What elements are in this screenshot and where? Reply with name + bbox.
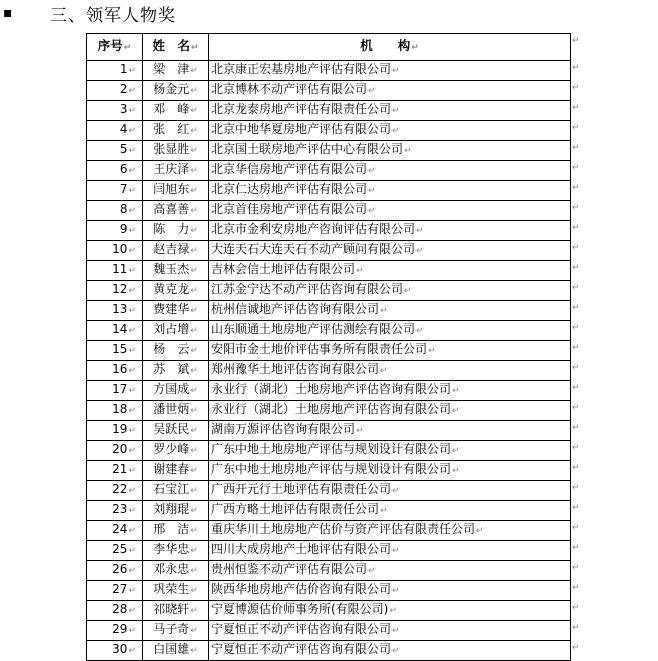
paragraph-mark: ↵ — [190, 626, 198, 636]
person-name: 潘世炳↵ — [143, 401, 209, 421]
row-number: 30↵ — [87, 641, 143, 661]
row-end-mark: ↵ — [572, 35, 580, 46]
organization-name: 湖南万源评估咨询有限公司↵ — [209, 421, 571, 441]
table-header-row — [87, 34, 571, 61]
paragraph-mark: ↵ — [128, 406, 136, 416]
paragraph-mark: ↵ — [128, 486, 136, 496]
person-name: 黄克龙↵ — [143, 281, 209, 301]
row-end-mark: ↵ — [572, 562, 580, 573]
paragraph-mark: ↵ — [190, 546, 198, 556]
organization-name: 北京市金利安房地产咨询评估有限公司↵ — [209, 221, 571, 241]
paragraph-mark: ↵ — [392, 586, 400, 596]
paragraph-mark: ↵ — [128, 186, 136, 196]
row-number: 20↵ — [87, 441, 143, 461]
person-name: 白国雄↵ — [143, 641, 209, 661]
row-end-mark: ↵ — [572, 462, 580, 473]
header-name: 姓 名↵ — [143, 34, 209, 61]
organization-name: 北京首佳房地产评估有限公司↵ — [209, 201, 571, 221]
paragraph-mark: ↵ — [476, 526, 484, 536]
person-name: 王庆泽↵ — [143, 161, 209, 181]
paragraph-mark: ↵ — [190, 306, 198, 316]
table-row — [87, 521, 571, 541]
row-end-mark: ↵ — [572, 122, 580, 133]
organization-name: 广西方略土地评估有限责任公司↵ — [209, 501, 571, 521]
paragraph-mark: ↵ — [380, 506, 388, 516]
table-row — [87, 441, 571, 461]
person-name: 苏 斌↵ — [143, 361, 209, 381]
paragraph-mark: ↵ — [392, 106, 400, 116]
person-name: 刘占增↵ — [143, 321, 209, 341]
paragraph-mark: ↵ — [190, 406, 198, 416]
paragraph-mark: ↵ — [452, 446, 460, 456]
person-name: 邓 峰↵ — [143, 101, 209, 121]
header-org: 机 构↵ — [209, 34, 571, 61]
organization-name: 郑州豫华土地评估咨询有限公司↵ — [209, 361, 571, 381]
row-number: 22↵ — [87, 481, 143, 501]
paragraph-mark: ↵ — [190, 426, 198, 436]
paragraph-mark: ↵ — [428, 346, 436, 356]
row-number: 25↵ — [87, 541, 143, 561]
paragraph-mark: ↵ — [128, 166, 136, 176]
paragraph-mark: ↵ — [404, 146, 412, 156]
paragraph-mark: ↵ — [128, 546, 136, 556]
person-name: 张 红↵ — [143, 121, 209, 141]
person-name: 邓永忠↵ — [143, 561, 209, 581]
organization-name: 北京仁达房地产评估有限公司↵ — [209, 181, 571, 201]
table-row — [87, 401, 571, 421]
row-number: 13↵ — [87, 301, 143, 321]
table-row — [87, 321, 571, 341]
organization-name: 大连天石大连天石不动产顾问有限公司↵ — [209, 241, 571, 261]
table-body — [87, 61, 571, 661]
table-row — [87, 241, 571, 261]
row-end-mark: ↵ — [572, 442, 580, 453]
paragraph-mark: ↵ — [128, 466, 136, 476]
table-row — [87, 181, 571, 201]
paragraph-mark: ↵ — [190, 266, 198, 276]
organization-name: 四川大成房地产土地评估有限公司↵ — [209, 541, 571, 561]
row-end-mark: ↵ — [572, 142, 580, 153]
table-row — [87, 201, 571, 221]
row-number: 8↵ — [87, 201, 143, 221]
row-number: 7↵ — [87, 181, 143, 201]
row-number: 16↵ — [87, 361, 143, 381]
person-name: 谢建春↵ — [143, 461, 209, 481]
award-table — [86, 33, 571, 661]
person-name: 杨 云↵ — [143, 341, 209, 361]
paragraph-mark: ↵ — [128, 346, 136, 356]
row-number: 17↵ — [87, 381, 143, 401]
person-name: 巩荣生↵ — [143, 581, 209, 601]
paragraph-mark: ↵ — [368, 86, 376, 96]
row-number: 9↵ — [87, 221, 143, 241]
paragraph-mark: ↵ — [416, 246, 424, 256]
organization-name: 北京国土联房地产评估中心有限公司↵ — [209, 141, 571, 161]
row-number: 28↵ — [87, 601, 143, 621]
table-row — [87, 561, 571, 581]
row-end-mark: ↵ — [572, 222, 580, 233]
table-row — [87, 121, 571, 141]
table-row — [87, 381, 571, 401]
row-end-mark: ↵ — [572, 482, 580, 493]
table-row — [87, 161, 571, 181]
organization-name: 山东顺通土地房地产评估测绘有限公司↵ — [209, 321, 571, 341]
row-end-mark: ↵ — [572, 362, 580, 373]
organization-name: 陕西华地房地产估价咨询有限公司↵ — [209, 581, 571, 601]
paragraph-mark: ↵ — [392, 646, 400, 656]
table-row — [87, 301, 571, 321]
paragraph-mark: ↵ — [190, 326, 198, 336]
person-name: 费建华↵ — [143, 301, 209, 321]
paragraph-mark: ↵ — [128, 306, 136, 316]
paragraph-mark: ↵ — [190, 586, 198, 596]
person-name: 邢 洁↵ — [143, 521, 209, 541]
row-number: 29↵ — [87, 621, 143, 641]
paragraph-mark: ↵ — [452, 406, 460, 416]
person-name: 刘翔琨↵ — [143, 501, 209, 521]
paragraph-mark: ↵ — [128, 446, 136, 456]
row-end-mark: ↵ — [572, 542, 580, 553]
section-title: 三、领军人物奖 — [50, 6, 176, 26]
row-number: 4↵ — [87, 121, 143, 141]
row-end-mark: ↵ — [572, 402, 580, 413]
row-end-mark: ↵ — [572, 182, 580, 193]
row-end-mark: ↵ — [572, 422, 580, 433]
person-name: 陈 力↵ — [143, 221, 209, 241]
row-number: 21↵ — [87, 461, 143, 481]
paragraph-mark: ↵ — [190, 86, 198, 96]
person-name: 梁 津↵ — [143, 61, 209, 81]
organization-name: 北京中地华夏房地产评估有限公司↵ — [209, 121, 571, 141]
paragraph-mark: ↵ — [128, 206, 136, 216]
row-number: 14↵ — [87, 321, 143, 341]
paragraph-mark: ↵ — [190, 386, 198, 396]
paragraph-mark: ↵ — [380, 306, 388, 316]
paragraph-mark: ↵ — [128, 246, 136, 256]
person-name: 方国成↵ — [143, 381, 209, 401]
paragraph-mark: ↵ — [190, 226, 198, 236]
row-number: 6↵ — [87, 161, 143, 181]
paragraph-mark: ↵ — [368, 566, 376, 576]
paragraph-mark: ↵ — [128, 226, 136, 236]
table-row — [87, 361, 571, 381]
paragraph-mark: ↵ — [392, 66, 400, 76]
table-row — [87, 581, 571, 601]
person-name: 赵吉禄↵ — [143, 241, 209, 261]
organization-name: 吉林会信土地评估有限公司↵ — [209, 261, 571, 281]
row-end-mark: ↵ — [572, 302, 580, 313]
paragraph-mark: ↵ — [392, 486, 400, 496]
organization-name: 广东中地土地房地产评估与规划设计有限公司↵ — [209, 441, 571, 461]
paragraph-mark: ↵ — [404, 286, 412, 296]
row-number: 15↵ — [87, 341, 143, 361]
row-end-mark: ↵ — [572, 622, 580, 633]
row-end-mark: ↵ — [572, 382, 580, 393]
table-row — [87, 641, 571, 661]
paragraph-mark: ↵ — [190, 66, 198, 76]
header-no: 序号↵ — [87, 34, 143, 61]
person-name: 石宝江↵ — [143, 481, 209, 501]
row-number: 5↵ — [87, 141, 143, 161]
person-name: 杨金元↵ — [143, 81, 209, 101]
organization-name: 北京华信房地产评估有限公司↵ — [209, 161, 571, 181]
paragraph-mark: ↵ — [128, 426, 136, 436]
paragraph-mark: ↵ — [128, 146, 136, 156]
person-name: 马子奇↵ — [143, 621, 209, 641]
paragraph-mark: ↵ — [190, 506, 198, 516]
person-name: 李华忠↵ — [143, 541, 209, 561]
row-end-mark: ↵ — [572, 62, 580, 73]
paragraph-mark: ↵ — [368, 206, 376, 216]
person-name: 魏玉杰↵ — [143, 261, 209, 281]
paragraph-mark: ↵ — [190, 106, 198, 116]
person-name: 罗少峰↵ — [143, 441, 209, 461]
paragraph-mark: ↵ — [128, 526, 136, 536]
paragraph-mark: ↵ — [389, 606, 397, 616]
paragraph-mark: ↵ — [190, 486, 198, 496]
row-number: 2↵ — [87, 81, 143, 101]
organization-name: 杭州信诚地产评估咨询有限公司↵ — [209, 301, 571, 321]
paragraph-mark: ↵ — [392, 126, 400, 136]
table-row — [87, 281, 571, 301]
organization-name: 贵州恒鉴不动产评估有限公司↵ — [209, 561, 571, 581]
person-name: 张显胜↵ — [143, 141, 209, 161]
person-name: 祁晓轩↵ — [143, 601, 209, 621]
paragraph-mark: ↵ — [190, 466, 198, 476]
table-row — [87, 61, 571, 81]
paragraph-mark: ↵ — [190, 186, 198, 196]
paragraph-mark: ↵ — [452, 466, 460, 476]
row-number: 26↵ — [87, 561, 143, 581]
paragraph-mark: ↵ — [128, 326, 136, 336]
paragraph-mark: ↵ — [128, 626, 136, 636]
organization-name: 北京博林不动产评估有限公司↵ — [209, 81, 571, 101]
paragraph-mark: ↵ — [128, 506, 136, 516]
person-name: 高喜善↵ — [143, 201, 209, 221]
paragraph-mark: ↵ — [190, 146, 198, 156]
organization-name: 江苏金宁达不动产评估咨询有限公司↵ — [209, 281, 571, 301]
paragraph-mark: ↵ — [128, 266, 136, 276]
paragraph-mark: ↵ — [416, 326, 424, 336]
table-row — [87, 341, 571, 361]
paragraph-mark: ↵ — [128, 366, 136, 376]
paragraph-mark: ↵ — [190, 646, 198, 656]
organization-name: 北京康正宏基房地产评估有限公司↵ — [209, 61, 571, 81]
organization-name: 广东中地土地房地产评估与规划设计有限公司↵ — [209, 461, 571, 481]
row-number: 10↵ — [87, 241, 143, 261]
row-end-mark: ↵ — [572, 642, 580, 653]
row-end-mark: ↵ — [572, 522, 580, 533]
paragraph-mark: ↵ — [356, 426, 364, 436]
organization-name: 宁夏恒正不动产评估咨询有限公司↵ — [209, 621, 571, 641]
row-end-mark: ↵ — [572, 242, 580, 253]
table-row — [87, 601, 571, 621]
table-row — [87, 221, 571, 241]
list-bullet: ▪ — [3, 5, 13, 21]
row-number: 24↵ — [87, 521, 143, 541]
paragraph-mark: ↵ — [190, 446, 198, 456]
table-row — [87, 101, 571, 121]
row-number: 3↵ — [87, 101, 143, 121]
organization-name: 永业行（湖北）土地房地产评估咨询有限公司↵ — [209, 401, 571, 421]
row-end-mark: ↵ — [572, 602, 580, 613]
paragraph-mark: ↵ — [190, 566, 198, 576]
organization-name: 北京龙泰房地产评估有限责任公司↵ — [209, 101, 571, 121]
paragraph-mark: ↵ — [128, 566, 136, 576]
paragraph-mark: ↵ — [190, 366, 198, 376]
paragraph-mark: ↵ — [392, 546, 400, 556]
row-end-mark: ↵ — [572, 282, 580, 293]
table-row — [87, 81, 571, 101]
row-number: 23↵ — [87, 501, 143, 521]
paragraph-mark: ↵ — [368, 166, 376, 176]
row-end-mark: ↵ — [572, 202, 580, 213]
organization-name: 重庆华川土地房地产估价与资产评估有限责任公司↵ — [209, 521, 571, 541]
table-row — [87, 261, 571, 281]
paragraph-mark: ↵ — [190, 126, 198, 136]
paragraph-mark: ↵ — [416, 226, 424, 236]
row-number: 11↵ — [87, 261, 143, 281]
row-end-mark: ↵ — [572, 102, 580, 113]
paragraph-mark: ↵ — [356, 266, 364, 276]
paragraph-mark: ↵ — [128, 126, 136, 136]
row-number: 18↵ — [87, 401, 143, 421]
paragraph-mark: ↵ — [190, 286, 198, 296]
row-end-mark: ↵ — [572, 162, 580, 173]
organization-name: 广西开元行土地评估有限责任公司↵ — [209, 481, 571, 501]
row-end-mark: ↵ — [572, 582, 580, 593]
row-number: 12↵ — [87, 281, 143, 301]
table-row — [87, 501, 571, 521]
paragraph-mark: ↵ — [128, 106, 136, 116]
paragraph-mark: ↵ — [190, 206, 198, 216]
row-number: 1↵ — [87, 61, 143, 81]
paragraph-mark: ↵ — [190, 166, 198, 176]
row-end-mark: ↵ — [572, 82, 580, 93]
paragraph-mark: ↵ — [392, 626, 400, 636]
person-name: 吴跃民↵ — [143, 421, 209, 441]
row-end-mark: ↵ — [572, 262, 580, 273]
row-end-mark: ↵ — [572, 342, 580, 353]
row-end-mark: ↵ — [572, 322, 580, 333]
paragraph-mark: ↵ — [128, 646, 136, 656]
paragraph-mark: ↵ — [128, 586, 136, 596]
paragraph-mark: ↵ — [452, 386, 460, 396]
organization-name: 宁夏恒正不动产评估咨询有限公司↵ — [209, 641, 571, 661]
table-row — [87, 621, 571, 641]
paragraph-mark: ↵ — [190, 526, 198, 536]
row-number: 27↵ — [87, 581, 143, 601]
paragraph-mark: ↵ — [190, 606, 198, 616]
table-row — [87, 481, 571, 501]
paragraph-mark: ↵ — [128, 606, 136, 616]
paragraph-mark: ↵ — [368, 186, 376, 196]
paragraph-mark: ↵ — [128, 86, 136, 96]
paragraph-mark: ↵ — [128, 286, 136, 296]
paragraph-mark: ↵ — [380, 366, 388, 376]
row-end-mark: ↵ — [572, 502, 580, 513]
organization-name: 安阳市金土地价评估事务所有限责任公司↵ — [209, 341, 571, 361]
paragraph-mark: ↵ — [128, 66, 136, 76]
person-name: 闫旭东↵ — [143, 181, 209, 201]
organization-name: 永业行（湖北）土地房地产评估咨询有限公司↵ — [209, 381, 571, 401]
row-number: 19↵ — [87, 421, 143, 441]
organization-name: 宁夏博源估价师事务所(有限公司)↵ — [209, 601, 571, 621]
paragraph-mark: ↵ — [190, 246, 198, 256]
table-row — [87, 421, 571, 441]
paragraph-mark: ↵ — [190, 346, 198, 356]
table-row — [87, 541, 571, 561]
table-row — [87, 461, 571, 481]
paragraph-mark: ↵ — [128, 386, 136, 396]
table-row — [87, 141, 571, 161]
